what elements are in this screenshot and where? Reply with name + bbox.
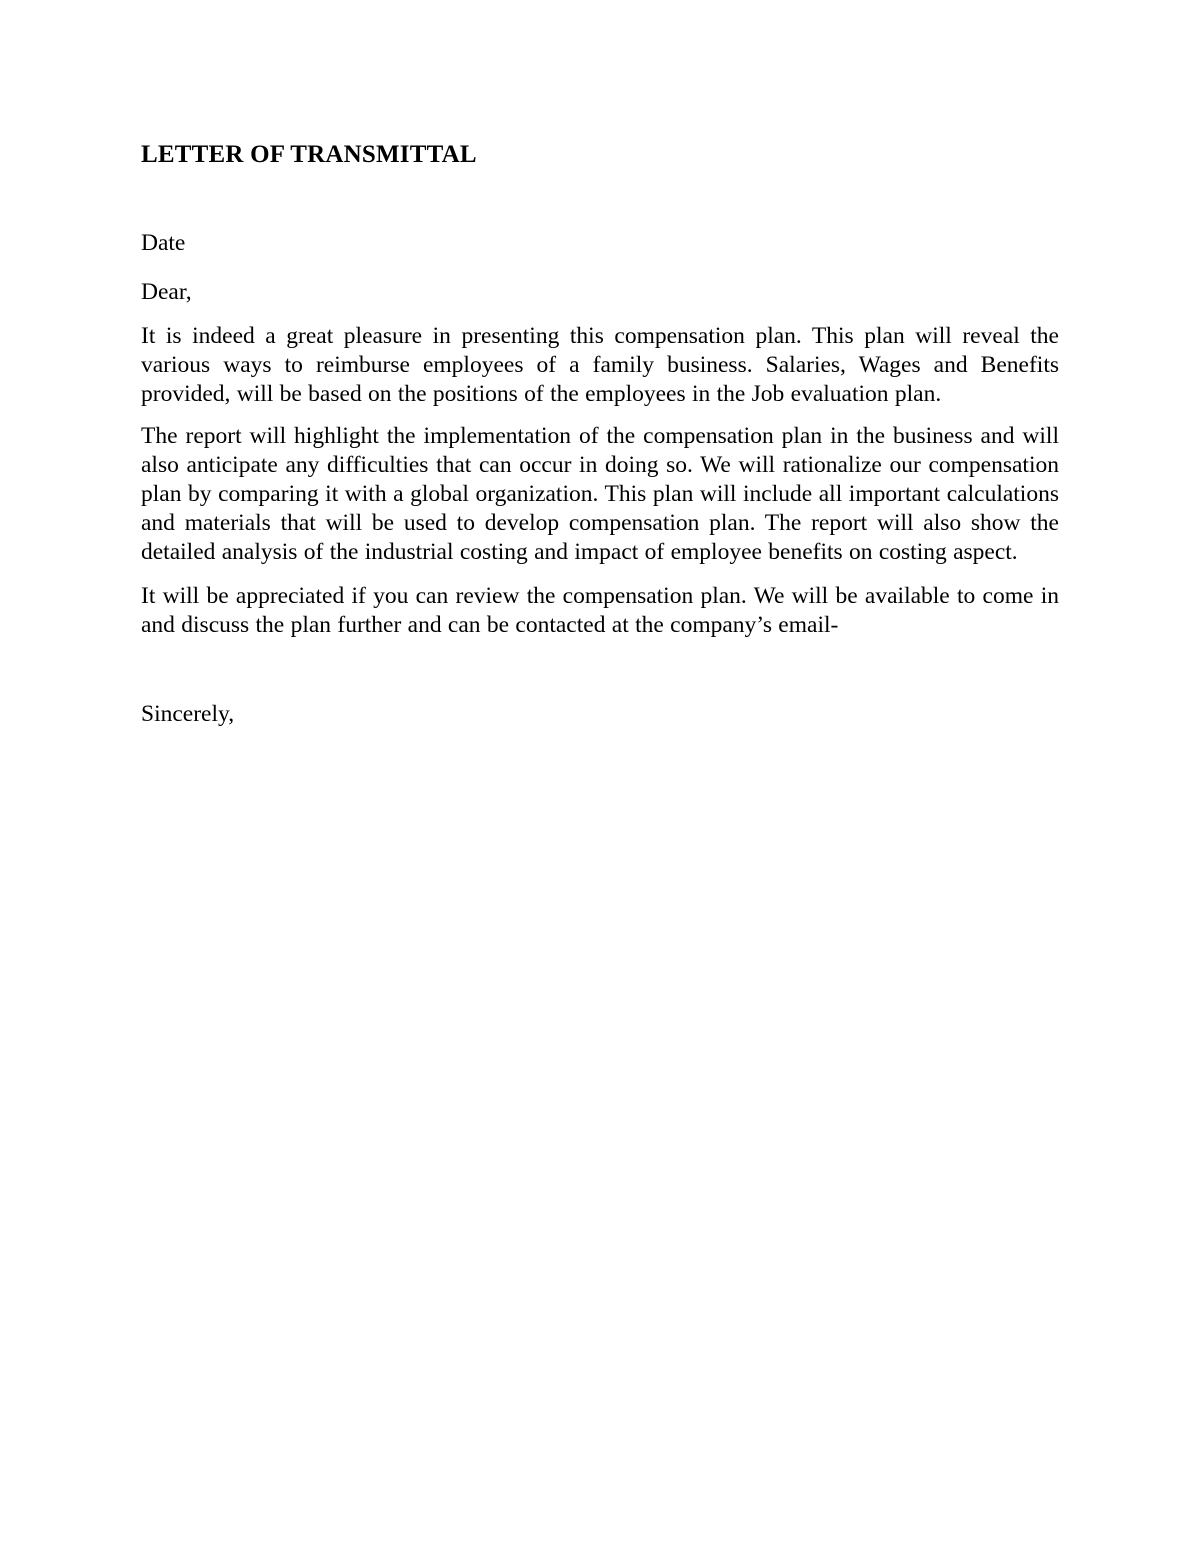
date-line: Date bbox=[141, 230, 186, 256]
paragraph-line: and discuss the plan further and can be contacted at the company’s email- bbox=[141, 612, 839, 638]
paragraph-line: plan by comparing it with a global organization. This plan will include all important calculations bbox=[141, 481, 1059, 507]
paragraph-line: The report will highlight the implementation of the compensation plan in the business and will bbox=[141, 423, 1059, 449]
paragraph-2 bbox=[141, 422, 1059, 567]
paragraph-line: It will be appreciated if you can review the compensation plan. We will be available to come in bbox=[141, 583, 1059, 609]
salutation: Dear, bbox=[141, 279, 192, 305]
paragraph-line: detailed analysis of the industrial costing and impact of employee benefits on costing aspect. bbox=[141, 539, 1018, 565]
paragraph-line: also anticipate any difficulties that can occur in doing so. We will rationalize our compensation bbox=[141, 452, 1059, 478]
paragraph-3 bbox=[141, 582, 1059, 640]
paragraph-line: various ways to reimburse employees of a family business. Salaries, Wages and Benefits bbox=[141, 352, 1059, 378]
paragraph-line: It is indeed a great pleasure in presenting this compensation plan. This plan will reveal the bbox=[141, 323, 1059, 349]
document-title: LETTER OF TRANSMITTAL bbox=[141, 141, 477, 168]
closing-signoff: Sincerely, bbox=[141, 701, 235, 727]
paragraph-1 bbox=[141, 322, 1059, 409]
paragraph-line: and materials that will be used to develop compensation plan. The report will also show the bbox=[141, 510, 1059, 536]
letter-content bbox=[0, 0, 1200, 729]
paragraph-line: provided, will be based on the positions of the employees in the Job evaluation plan. bbox=[141, 381, 942, 407]
